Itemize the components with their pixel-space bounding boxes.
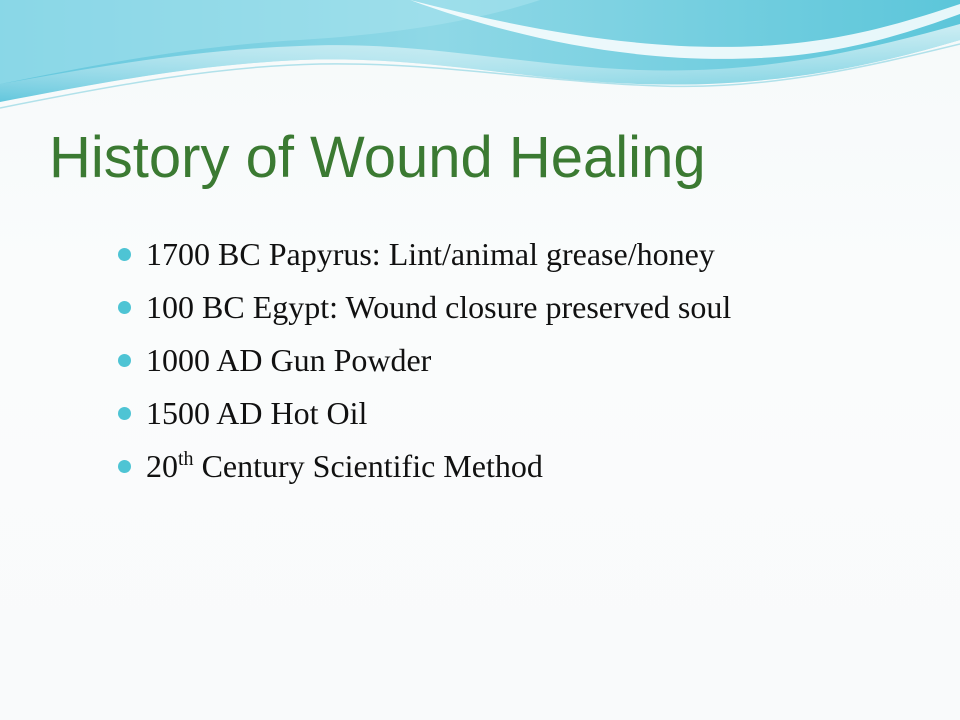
bullet-item [118, 281, 731, 334]
bullet-icon [118, 354, 131, 367]
bullet-list [118, 228, 731, 493]
bullet-text: 1700 BC Papyrus: Lint/animal grease/honey [146, 236, 715, 272]
bullet-icon [118, 460, 131, 473]
header-wave-decoration [0, 0, 960, 130]
bullet-item [118, 334, 731, 387]
bullet-icon [118, 407, 131, 420]
bullet-icon [118, 248, 131, 261]
bullet-text: 100 BC Egypt: Wound closure preserved soul [146, 289, 732, 325]
bullet-icon [118, 301, 131, 314]
ordinal-superscript: th [178, 448, 194, 470]
bullet-text: 1000 AD Gun Powder [146, 342, 432, 378]
bullet-item [118, 440, 731, 493]
slide-title: History of Wound Healing [49, 125, 706, 190]
bullet-item [118, 228, 731, 281]
bullet-text: 1500 AD Hot Oil [146, 395, 368, 431]
bullet-text: 20th Century Scientific Method [146, 448, 543, 484]
bullet-item [118, 387, 731, 440]
